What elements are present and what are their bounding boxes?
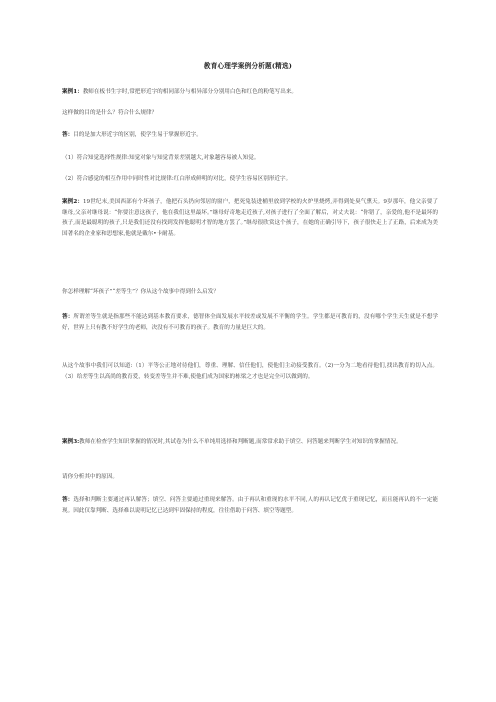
paragraph-text: 从这个故事中我们可以知道:（1）平等公正地对待他们，尊重、理解、信任他们，使他们主动接受教育。（2)一分为二地看待他们,找出教育的切入点。（3）给差等生以高尚的教育爱，转变差等生并不难,使他们成为国家的栋梁之才也是完全可以做到的。 <box>62 363 438 380</box>
paragraph-text: 教师在检查学生知识掌握的情况时,其试卷为什么不单纯用选择和判断题,而常常求助于填空、问答题来判断学生对知识的掌握情况。 <box>79 439 402 445</box>
paragraph-question1 <box>62 108 438 119</box>
paragraph-text: 目的是加大形近字的区别，使学生易于掌握形近字。 <box>73 132 202 138</box>
paragraph-text: （1）符合知觉选择性规律:知觉对象与知觉背景差别越大,对象越容易被人知觉。 <box>62 155 260 161</box>
answer-label: 答： <box>62 497 74 503</box>
document-title: 教育心理学案例分析题(精选) <box>203 62 293 70</box>
answer-label: 答： <box>62 314 74 320</box>
paragraph-answer1-point1 <box>62 153 438 164</box>
paragraph-answer2 <box>62 312 438 333</box>
case-label: 案例1： <box>62 89 83 95</box>
paragraph-text: 所谓差等生就是指那些不能达到基本教育要求，德智体全面发展水平较差或发展不平衡的学生。学生都是可教育的，没有哪个学生天生就是不想学好，世界上只有教不好学生的老师，决没有不可教育的孩子。教育的力量是巨大的。 <box>62 314 438 331</box>
paragraph-text: 选择和判断主要通过再认解答；填空、问答主要通过重现来解答。由于再认和重现的水平不同,人的再认记忆优于重现记忆，而且能再认的不一定能现。因此仅靠判断、选择难以说明记忆已达到牢固保持的程度，往往借助于问答、填空等题型。 <box>62 497 438 514</box>
answer-label: 答： <box>62 132 74 138</box>
paragraph-answer2-lessons <box>62 361 438 382</box>
case-label: 案例3: <box>62 439 80 445</box>
paragraph-text: （2）符合感觉的相互作用中同时性对比规律:红白形成鲜明的对比，使学生容易区别形近字。 <box>62 176 292 182</box>
paragraph-case2 <box>62 197 438 239</box>
paragraph-question2 <box>62 287 438 298</box>
paragraph-question3 <box>62 472 438 483</box>
paragraph-answer3 <box>62 495 438 516</box>
paragraph-answer1-point2 <box>62 174 438 185</box>
paragraph-text: 教师在板书生字时,常把形近字的相同部分与相异部分分别用白色和红色的粉笔写出来。 <box>82 89 298 95</box>
paragraph-case1 <box>62 87 438 98</box>
paragraph-answer1 <box>62 130 438 141</box>
paragraph-text: 19世纪末,美国西部有个坏孩子，他把石头扔向邻居的窗户，把死兔装进桶里放到学校的火炉里烧烤,弄得到处臭气熏天。9岁那年，他父亲要了继母,父亲对继母说：“你要注意这孩子，他在我们这里最坏。”继母好奇地走近孩子,对孩子进行了全面了解后，对丈夫说：“你错了，亲爱的,他不是最坏的孩子,而是最聪明的孩子,只是我们还没有找到发挥他聪明才智的地方罢了。”继母很欣赏这个孩子，在她的正确引导下，孩子很快走上了正路，后来成为美国著名的企业家和思想家,他就是戴尔•卡耐基。 <box>62 199 438 237</box>
paragraph-text: 请你分析其中的原因。 <box>62 474 118 480</box>
paragraph-text: 这样做的目的是什么？符合什么规律？ <box>62 110 158 116</box>
paragraph-case3 <box>62 437 438 448</box>
paragraph-text: 你怎样理解“坏孩子”“差等生”？你从这个故事中得到什么启发？ <box>62 289 219 295</box>
case-label: 案例2： <box>62 199 83 205</box>
